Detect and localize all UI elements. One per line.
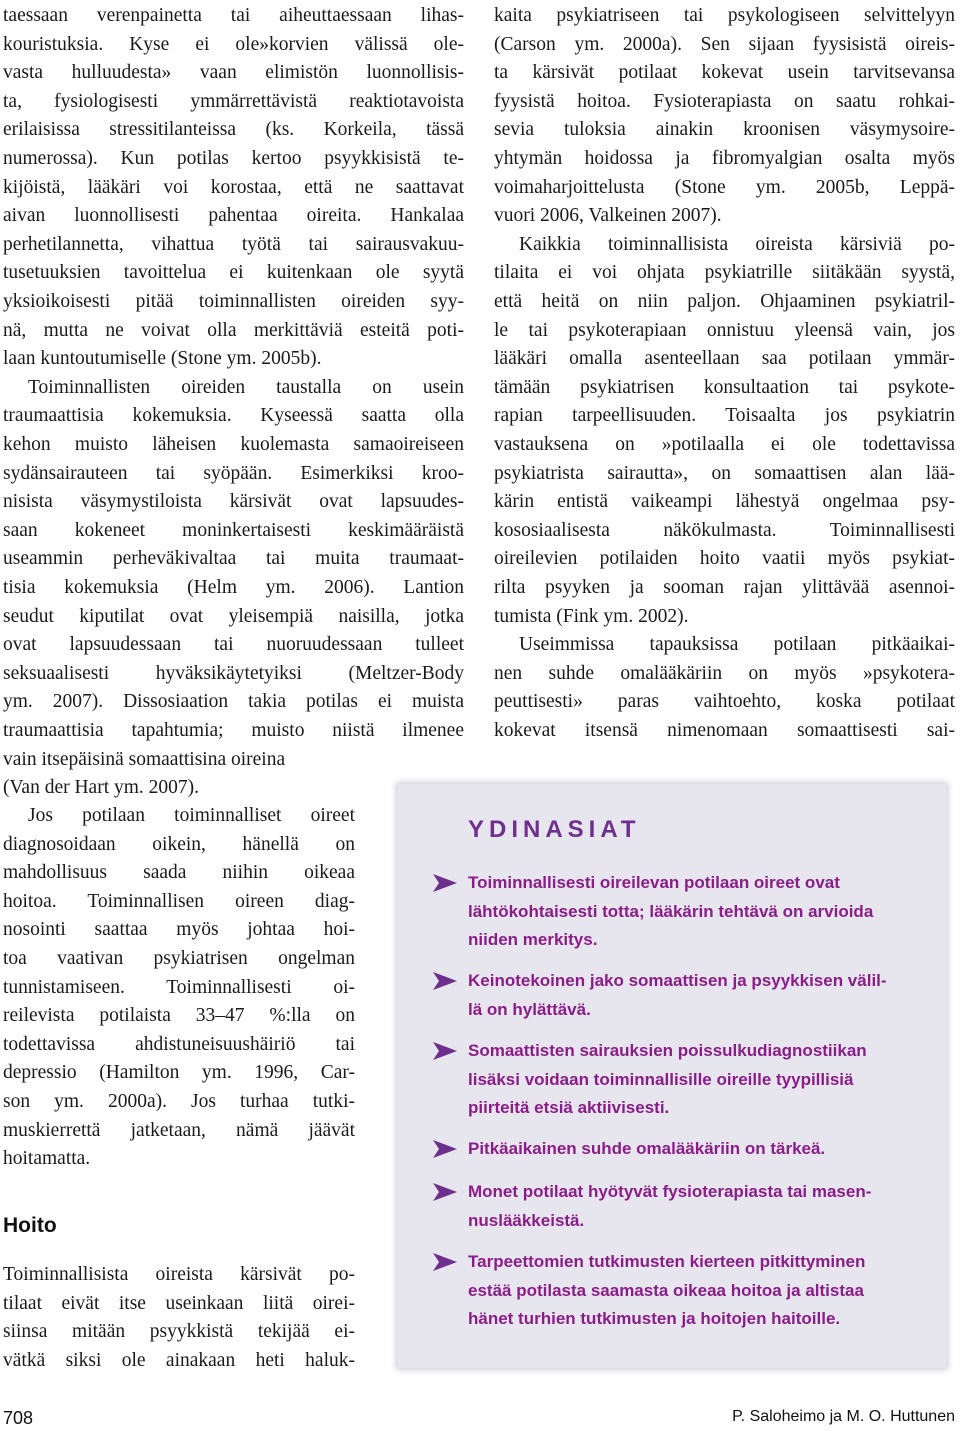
body-text-line: hoitoa. Toiminnallisen oireen diag- [3, 890, 355, 912]
key-point-text: Pitkäaikainen suhde omalääkäriin on tärkeä. [468, 1139, 826, 1158]
body-text-line: tusetuuksien tavoittelua ei kuitenkaan ole syytä [3, 262, 464, 284]
body-text-line: taessaan verenpainetta tai aiheuttaessaan lihas- [3, 5, 464, 26]
body-text-line: tisia kokemuksia (Helm ym. 2006). Lantion [3, 577, 464, 598]
body-text-line: kaita psykiatriseen tai psykologiseen selvittelyyn [494, 5, 955, 26]
body-text-line: kijöistä, lääkäri voi korostaa, että ne saattavat [3, 176, 464, 198]
body-text-line: kärin entistä vaikeampi lähestyä ongelmaa psy- [494, 491, 955, 513]
key-point-text: hänet turhien tutkimusten ja hoitojen haitoille. [468, 1309, 841, 1328]
body-text-line: nisista väsymystiloista kärsivät ovat lapsuudes- [3, 491, 464, 513]
body-text-line: seksuaalisesti hyväksikäytetyiksi (Meltzer-Body [3, 662, 464, 684]
body-text-line: diagnosoidaan oikein, hänellä on [3, 833, 355, 855]
key-point-text: Monet potilaat hyötyvät fysioterapiasta tai masen- [468, 1182, 872, 1201]
body-text-line: aivan luonnollisesti pahentaa oireita. Hankalaa [3, 205, 464, 227]
key-point-text: estää potilasta saamasta oikeaa hoitoa ja altistaa [468, 1280, 864, 1300]
body-text-line: lääkäri omalla asenteellaan saa potilaan ymmär- [494, 348, 955, 370]
body-text-line: tunnistamiseen. Toiminnallisesti oi- [3, 976, 355, 998]
body-text-line: erilaisissa stressitilanteissa (ks. Korkeila, tässä [3, 119, 464, 141]
body-text-line: kehon muisto läheisen kuolemasta samaoireiseen [3, 434, 464, 455]
body-text-line: että heitä on niin paljon. Ohjaaminen psykiatril- [494, 291, 955, 312]
body-text-line: laan kuntoutumiselle (Stone ym. 2005b). [3, 348, 322, 370]
body-text-line: perhetilannetta, vihattua työtä tai sairausvakuu- [3, 233, 464, 255]
key-point-text: lähtökohtaisesti totta; lääkärin tehtävä on arvioida [468, 901, 874, 921]
body-text-line: Toiminnallisista oireista kärsivät po- [3, 1264, 355, 1285]
body-text-line: (Van der Hart ym. 2007). [3, 777, 200, 799]
bullet-arrow-icon [432, 1182, 458, 1202]
running-footer-authors: P. Saloheimo ja M. O. Huttunen [732, 1408, 955, 1425]
body-text-line: vätkä siksi ole ainakaan heti haluk- [3, 1349, 355, 1371]
body-text-line: tilaat eivät itse useinkaan liitä oirei- [3, 1292, 355, 1314]
key-point-text: niiden merkitys. [468, 930, 598, 949]
key-point-text: nuslääkkeistä. [468, 1210, 585, 1230]
body-text-line: vasta hulluudesta» vaan elimistön luonnollisis- [3, 62, 464, 84]
bullet-arrow-icon [432, 1139, 458, 1159]
body-text-line: voimaharjoittelusta (Stone ym. 2005b, Leppä- [494, 176, 955, 198]
body-text-line: vuori 2006, Valkeinen 2007). [494, 205, 722, 227]
body-text-line: fyysistä hoitoa. Fysioterapiasta on saatu rohkai- [494, 90, 955, 112]
body-text-line: seudut kiputilat ovat yleisempiä naisilla, jotka [3, 605, 464, 627]
body-text-line: hoitamatta. [3, 1148, 91, 1170]
key-point-text: Keinotekoinen jako somaattisen ja psyykkisen välil- [468, 971, 887, 990]
body-text-line: traumaattisia kokemuksia. Kyseessä saatta olla [3, 405, 464, 427]
body-text-line: sevia tuloksia ainakin kroonisen väsymysoire- [494, 119, 955, 141]
body-text-line: tilaita ei voi ohjata psykiatrille siitäkään syystä, [494, 262, 955, 284]
key-point-text: Somaattisten sairauksien poissulkudiagnostiikan [468, 1041, 867, 1060]
body-text-line: todettavissa ahdistuneisuushäiriö tai [3, 1033, 355, 1055]
body-text-line: reilevista potilaista 33–47 %:lla on [3, 1005, 355, 1027]
key-point-text: lä on hylättävä. [468, 999, 591, 1019]
page-number: 708 [3, 1408, 34, 1428]
body-text-line: kouristuksia. Kyse ei ole»korvien välissä ole- [3, 33, 464, 55]
body-text-line: son ym. 2000a). Jos turhaa tutki- [3, 1091, 355, 1112]
body-text-line: vain itsepäisinä somaattisina oireina [3, 748, 286, 770]
body-text-line: ym. 2007). Dissosiaation takia potilas ei muista [3, 691, 464, 713]
body-text-line: peuttisesti» paras vaihtoehto, koska potilaat [494, 691, 955, 713]
body-text-line: nen suhde omalääkäriin on myös »psykotera- [494, 662, 955, 684]
bullet-arrow-icon [432, 873, 458, 893]
body-text-line: (Carson ym. 2000a). Sen sijaan fyysisistä oireis- [494, 33, 955, 55]
key-point-text: Tarpeettomien tutkimusten kierteen pitkittyminen [468, 1252, 866, 1271]
body-text-line: sydänsairauteen tai syöpään. Esimerkiksi kroo- [3, 462, 464, 484]
body-text-line: nosointi saattaa myös johtaa hoi- [3, 919, 355, 941]
body-text-line: Useimmissa tapauksissa potilaan pitkäaikai- [519, 634, 955, 656]
body-text-line: ta kärsivät potilaat kokevat usein tarvitsevansa [494, 62, 955, 84]
body-text-line: tämään psykiatrisen konsultaation tai psykote- [494, 376, 955, 398]
key-point-text: piirteitä etsiä aktiivisesti. [468, 1098, 670, 1117]
body-text-line: vastauksena on »potilaalla ei ole todettavissa [494, 434, 955, 455]
body-text-line: yhtymän hoidossa ja fibromyalgian osalta myös [494, 148, 955, 169]
body-text-line: saan kokeneet moninkertaisesti keskimääräistä [3, 519, 464, 541]
body-text-line: Toiminnallisten oireiden taustalla on usein [28, 376, 464, 398]
body-text-line: psykiatrista sairautta», on somaattisen alan lää- [494, 462, 955, 484]
bullet-arrow-icon [432, 971, 458, 991]
key-points-title: YDINASIAT [468, 816, 641, 843]
key-point-text: Toiminnallisesti oireilevan potilaan oireet ovat [468, 873, 840, 892]
body-text-line: oireilevien potilaiden hoito vaatii myös psykiat- [494, 548, 955, 570]
key-point-text: lisäksi voidaan toiminnallisille oireille tyypillisiä [468, 1069, 854, 1089]
body-text-line: traumaattisia tapahtumia; muisto niistä ilmenee [3, 720, 464, 741]
body-text-line: Kaikkia toiminnallisista oireista kärsiviä po- [519, 233, 955, 255]
body-text-line: kokevat itsensä nimenomaan somaattisesti sai- [494, 720, 955, 741]
body-text-line: depressio (Hamilton ym. 1996, Car- [3, 1062, 355, 1084]
bullet-arrow-icon [432, 1041, 458, 1061]
body-text-line: mahdollisuus saada niihin oikeaa [3, 862, 355, 884]
body-text-line: toa vaativan psykiatrisen ongelman [3, 948, 355, 969]
body-text-line: le tai psykoterapiaan onnistuu yleensä vain, jos [494, 319, 955, 341]
body-text-line: rapian tarpeellisuuden. Toisaalta jos psykiatrin [494, 405, 955, 427]
body-text-line: kososiaalisesta näkökulmasta. Toiminnallisesti [494, 519, 955, 541]
body-text-line: Jos potilaan toiminnalliset oireet [28, 805, 355, 826]
body-text-line: muskierrettä jatketaan, nämä jäävät [3, 1119, 355, 1141]
body-text-line: tumista (Fink ym. 2002). [494, 605, 689, 627]
bullet-arrow-icon [432, 1252, 458, 1272]
section-heading-hoito: Hoito [3, 1214, 57, 1237]
body-text-line: siinsa mitään psyykkistä tekijää ei- [3, 1321, 355, 1343]
body-text-line: numerossa). Kun potilas kertoo psyykkisistä te- [3, 148, 464, 169]
body-text-line: ta, fysiologisesti ymmärrettävistä reaktiotavoista [3, 90, 464, 112]
body-text-line: useammin perheväkivaltaa tai muita traumaat- [3, 548, 464, 570]
body-text-line: rilta psyyken ja sooman rajan ylittävää asennoi- [494, 577, 955, 598]
body-text-line: ovat lapsuudessaan tai nuoruudessaan tulleet [3, 634, 464, 656]
body-text-line: yksioikoisesti pitää toiminnallisten oireiden syy- [3, 291, 464, 312]
body-text-line: nä, mutta ne voivat olla merkittäviä esteitä poti- [3, 319, 464, 341]
